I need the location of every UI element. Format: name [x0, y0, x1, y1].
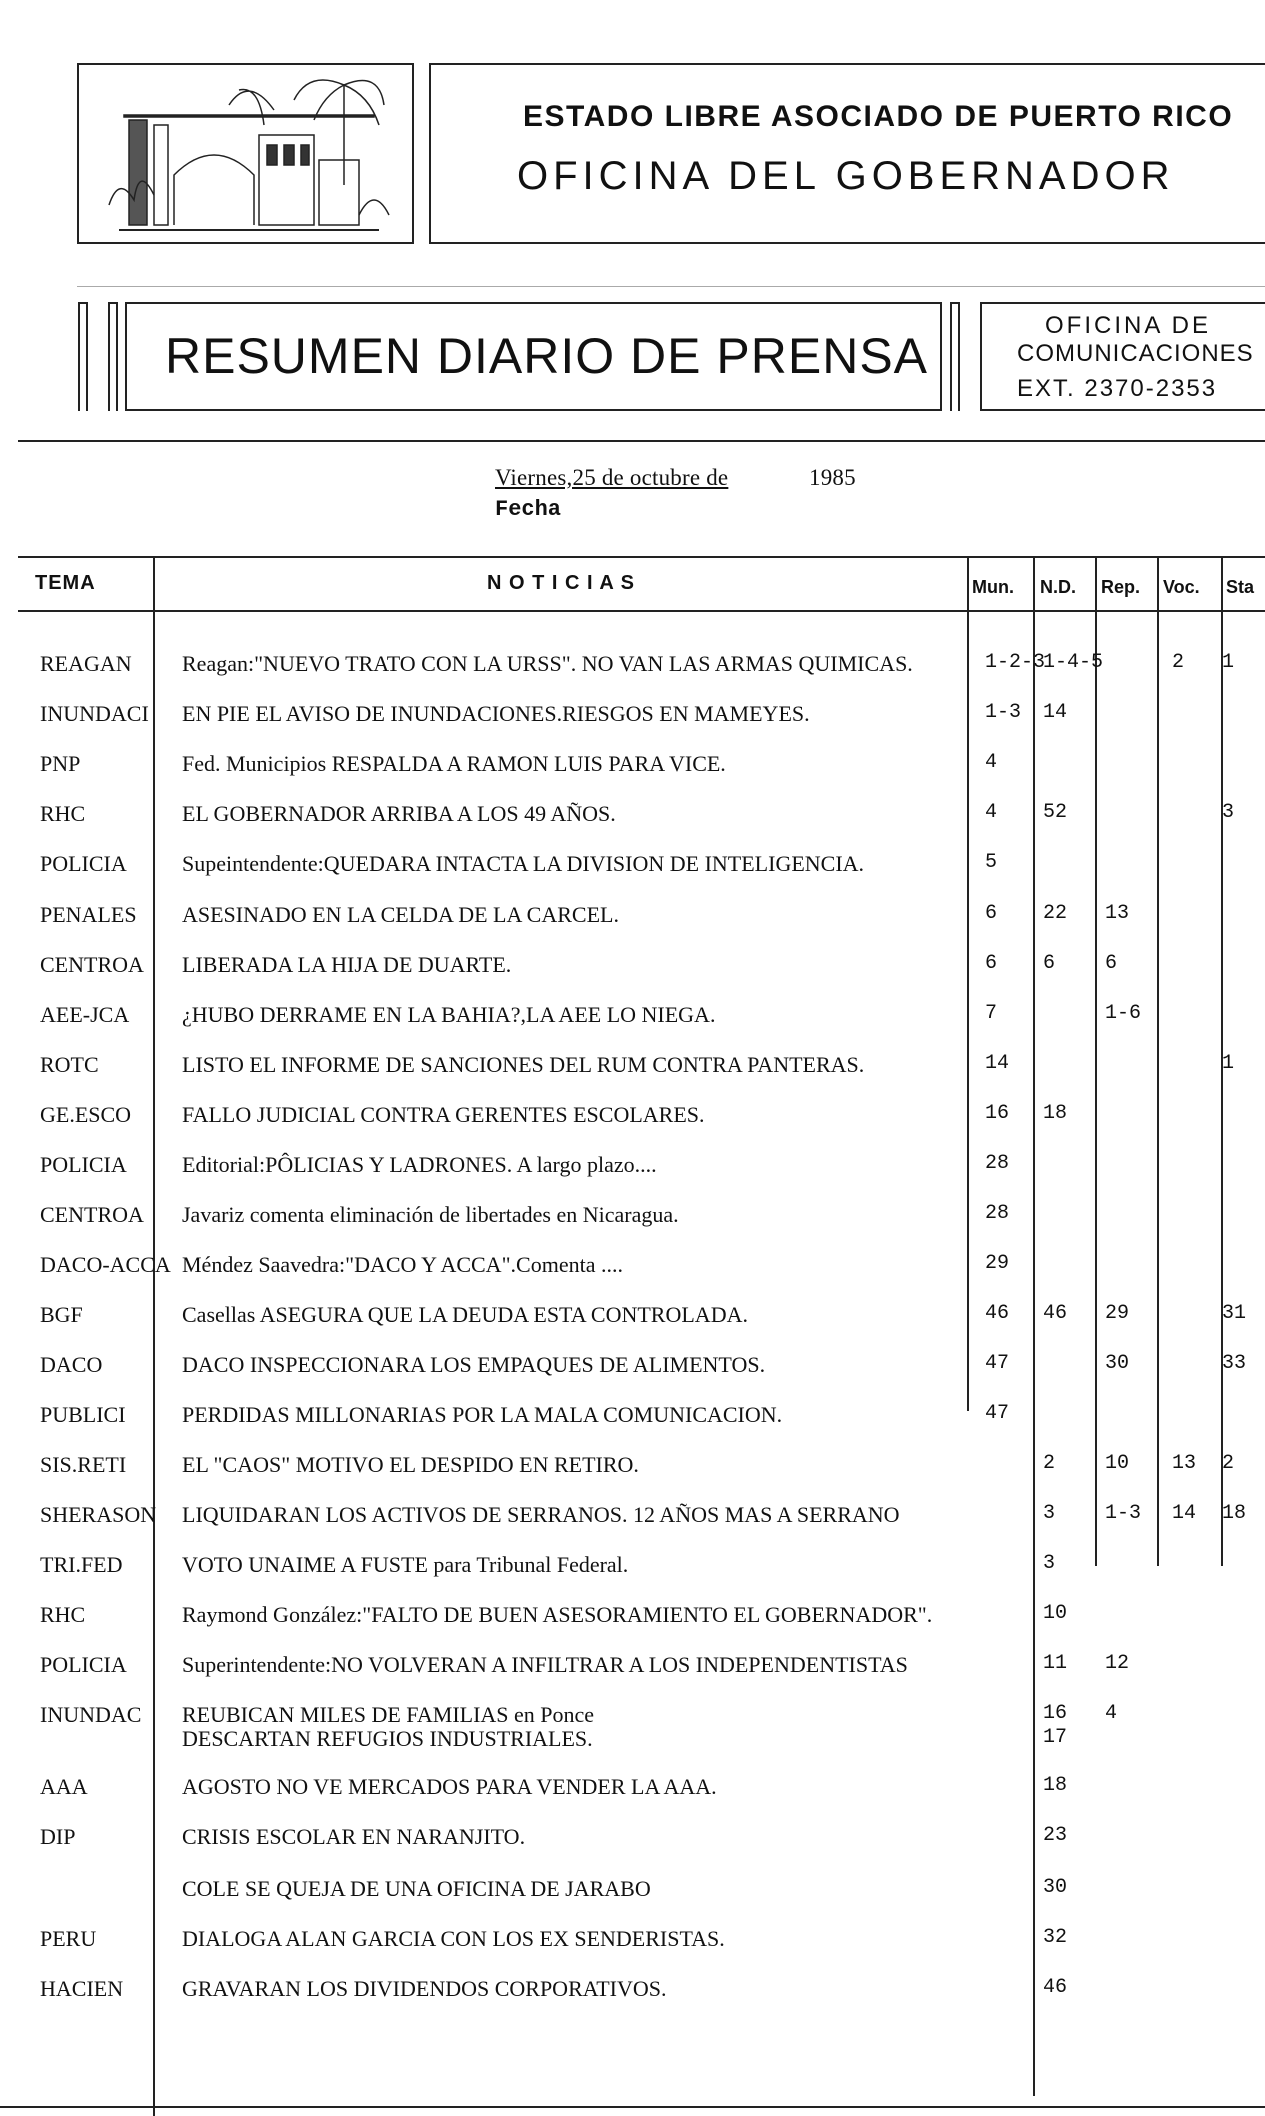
row-nd: 14: [1043, 701, 1068, 724]
row-rep: 29: [1105, 1302, 1130, 1325]
row-nd: 18: [1043, 1102, 1068, 1125]
row-nd: 46: [1043, 1976, 1068, 1999]
row-sta: 33: [1222, 1352, 1247, 1375]
office-extension: EXT. 2370-2353: [1017, 375, 1218, 402]
header-mun: Mun.: [972, 577, 1014, 597]
row-noticia: Javariz comenta eliminación de libertades en Nicaragua.: [182, 1202, 679, 1227]
row-rep: 1-6: [1105, 1002, 1142, 1025]
row-tema: AEE-JCA: [40, 1002, 130, 1027]
column-divider: [1157, 556, 1159, 1566]
page-bottom-border: [0, 2106, 1265, 2108]
row-tema: POLICIA: [40, 851, 127, 876]
row-noticia: EN PIE EL AVISO DE INUNDACIONES.RIESGOS EN MAMEYES.: [182, 701, 810, 726]
row-sta: 31: [1222, 1302, 1247, 1325]
column-divider: [153, 556, 155, 2116]
row-tema: PENALES: [40, 902, 137, 927]
row-nd: 3: [1043, 1552, 1056, 1575]
row-tema: RHC: [40, 801, 86, 826]
row-tema: PNP: [40, 751, 81, 776]
column-divider: [1033, 556, 1035, 2096]
row-noticia: EL GOBERNADOR ARRIBA A LOS 49 AÑOS.: [182, 801, 616, 826]
decorative-bar: [78, 302, 88, 411]
row-mun: 46: [985, 1302, 1010, 1325]
row-noticia: Méndez Saavedra:"DACO Y ACCA".Comenta ....: [182, 1252, 623, 1277]
row-noticia: Raymond González:"FALTO DE BUEN ASESORAMIENTO EL GOBERNADOR".: [182, 1602, 933, 1627]
header-noticias: N O T I C I A S: [487, 572, 635, 594]
row-noticia: LIQUIDARAN LOS ACTIVOS DE SERRANOS. 12 AÑOS MAS A SERRANO: [182, 1502, 900, 1527]
row-rep: 12: [1105, 1652, 1130, 1675]
row-noticia: GRAVARAN LOS DIVIDENDOS CORPORATIVOS.: [182, 1976, 667, 2001]
row-tema: TRI.FED: [40, 1552, 123, 1577]
row-nd: 22: [1043, 902, 1068, 925]
row-nd: 10: [1043, 1602, 1068, 1625]
row-mun: 47: [985, 1402, 1010, 1425]
header-divider: [18, 440, 1265, 442]
row-mun: 28: [985, 1152, 1010, 1175]
table-top-border: [18, 556, 1265, 558]
row-noticia: LISTO EL INFORME DE SANCIONES DEL RUM CONTRA PANTERAS.: [182, 1052, 865, 1077]
row-nd: 2: [1043, 1452, 1056, 1475]
row-mun: 7: [985, 1002, 998, 1025]
row-tema: GE.ESCO: [40, 1102, 132, 1127]
row-rep: 6: [1105, 952, 1118, 975]
header-nd: N.D.: [1040, 577, 1076, 597]
row-mun: 28: [985, 1202, 1010, 1225]
mansion-drawing-icon: [79, 65, 412, 242]
row-noticia-cont: DESCARTAN REFUGIOS INDUSTRIALES.: [182, 1726, 593, 1751]
row-noticia: ¿HUBO DERRAME EN LA BAHIA?,LA AEE LO NIEGA.: [182, 1002, 716, 1027]
date-year: 1985: [809, 465, 856, 490]
row-tema: SIS.RETI: [40, 1452, 127, 1477]
row-noticia: PERDIDAS MILLONARIAS POR LA MALA COMUNICACION.: [182, 1402, 783, 1427]
row-tema: ROTC: [40, 1052, 99, 1077]
row-noticia: Editorial:PÔLICIAS Y LADRONES. A largo plazo....: [182, 1152, 657, 1177]
row-noticia: REUBICAN MILES DE FAMILIAS en Ponce: [182, 1702, 595, 1727]
row-noticia: ASESINADO EN LA CELDA DE LA CARCEL.: [182, 902, 619, 927]
decorative-bar: [950, 302, 960, 411]
row-mun: 14: [985, 1052, 1010, 1075]
row-mun: 5: [985, 851, 998, 874]
row-noticia: EL "CAOS" MOTIVO EL DESPIDO EN RETIRO.: [182, 1452, 639, 1477]
row-tema: RHC: [40, 1602, 86, 1627]
row-rep: 1-3: [1105, 1502, 1142, 1525]
row-mun: 1-3: [985, 701, 1022, 724]
row-tema: POLICIA: [40, 1652, 127, 1677]
row-noticia: LIBERADA LA HIJA DE DUARTE.: [182, 952, 512, 977]
row-nd: 3: [1043, 1502, 1056, 1525]
row-sta: 2: [1222, 1452, 1235, 1475]
column-divider: [1095, 556, 1097, 1566]
row-tema: PUBLICI: [40, 1402, 126, 1427]
row-noticia: FALLO JUDICIAL CONTRA GERENTES ESCOLARES.: [182, 1102, 705, 1127]
row-noticia: CRISIS ESCOLAR EN NARANJITO.: [182, 1824, 526, 1849]
row-tema: DACO: [40, 1352, 103, 1377]
row-noticia: COLE SE QUEJA DE UNA OFICINA DE JARABO: [182, 1876, 651, 1901]
row-sta: 1: [1222, 651, 1235, 674]
row-rep: 13: [1105, 902, 1130, 925]
row-noticia: Reagan:"NUEVO TRATO CON LA URSS". NO VAN LAS ARMAS QUIMICAS.: [182, 651, 913, 676]
row-nd: 16: [1043, 1702, 1068, 1725]
row-rep: 4: [1105, 1702, 1118, 1725]
governor-mansion-logo: [77, 63, 414, 244]
row-nd: 30: [1043, 1876, 1068, 1899]
table-header-border: [18, 610, 1265, 612]
row-tema: HACIEN: [40, 1976, 124, 2001]
row-noticia: Superintendente:NO VOLVERAN A INFILTRAR A LOS INDEPENDENTISTAS: [182, 1652, 908, 1677]
row-mun: 6: [985, 952, 998, 975]
header-sta: Sta: [1226, 577, 1255, 597]
office-department: COMUNICACIONES: [1017, 340, 1254, 367]
row-sta: 1: [1222, 1052, 1235, 1075]
row-tema: CENTROA: [40, 952, 144, 977]
row-nd: 6: [1043, 952, 1056, 975]
row-mun: 29: [985, 1252, 1010, 1275]
row-nd: 18: [1043, 1774, 1068, 1797]
state-name: ESTADO LIBRE ASOCIADO DE PUERTO RICO: [523, 100, 1234, 133]
row-rep: 30: [1105, 1352, 1130, 1375]
row-tema: DACO-ACCA: [40, 1252, 171, 1277]
row-noticia: VOTO UNAIME A FUSTE para Tribunal Federal.: [182, 1552, 629, 1577]
row-mun: 4: [985, 801, 998, 824]
row-mun: 16: [985, 1102, 1010, 1125]
row-noticia: AGOSTO NO VE MERCADOS PARA VENDER LA AAA.: [182, 1774, 717, 1799]
row-mun: 47: [985, 1352, 1010, 1375]
row-tema: CENTROA: [40, 1202, 144, 1227]
decorative-bar: [108, 302, 118, 411]
row-noticia: Supeintendente:QUEDARA INTACTA LA DIVISION DE INTELIGENCIA.: [182, 851, 865, 876]
row-noticia: DACO INSPECCIONARA LOS EMPAQUES DE ALIMENTOS.: [182, 1352, 766, 1377]
row-tema: INUNDACI: [40, 701, 149, 726]
header-voc: Voc.: [1163, 577, 1200, 597]
row-voc: 13: [1172, 1452, 1197, 1475]
row-tema: POLICIA: [40, 1152, 127, 1177]
row-nd: 1-4-5: [1043, 651, 1104, 674]
date-label: Fecha: [495, 497, 562, 522]
divider: [77, 286, 1265, 287]
header-rep: Rep.: [1101, 577, 1141, 597]
row-tema: INUNDAC: [40, 1702, 142, 1727]
office-label: OFICINA DE: [1045, 312, 1212, 339]
row-nd-cont: 17: [1043, 1726, 1068, 1749]
row-noticia: Casellas ASEGURA QUE LA DEUDA ESTA CONTROLADA.: [182, 1302, 748, 1327]
row-mun: 1-2-3: [985, 651, 1046, 674]
row-rep: 10: [1105, 1452, 1130, 1475]
row-nd: 23: [1043, 1824, 1068, 1847]
row-noticia: Fed. Municipios RESPALDA A RAMON LUIS PARA VICE.: [182, 751, 726, 776]
row-sta: 18: [1222, 1502, 1247, 1525]
row-nd: 32: [1043, 1926, 1068, 1949]
column-divider: [967, 556, 969, 1411]
row-noticia: DIALOGA ALAN GARCIA CON LOS EX SENDERISTAS.: [182, 1926, 725, 1951]
header-tema: TEMA: [35, 572, 96, 594]
page-title: RESUMEN DIARIO DE PRENSA: [165, 328, 929, 384]
row-voc: 2: [1172, 651, 1185, 674]
office-name: OFICINA DEL GOBERNADOR: [517, 154, 1175, 198]
row-tema: BGF: [40, 1302, 83, 1327]
row-tema: REAGAN: [40, 651, 132, 676]
row-tema: DIP: [40, 1824, 76, 1849]
row-nd: 11: [1043, 1652, 1068, 1675]
row-sta: 3: [1222, 801, 1235, 824]
date-text: Viernes,25 de octubre de: [495, 465, 729, 490]
row-voc: 14: [1172, 1502, 1197, 1525]
row-nd: 52: [1043, 801, 1068, 824]
row-tema: PERU: [40, 1926, 97, 1951]
row-mun: 4: [985, 751, 998, 774]
row-nd: 46: [1043, 1302, 1068, 1325]
row-tema: SHERASON: [40, 1502, 157, 1527]
row-mun: 6: [985, 902, 998, 925]
row-tema: AAA: [40, 1774, 88, 1799]
